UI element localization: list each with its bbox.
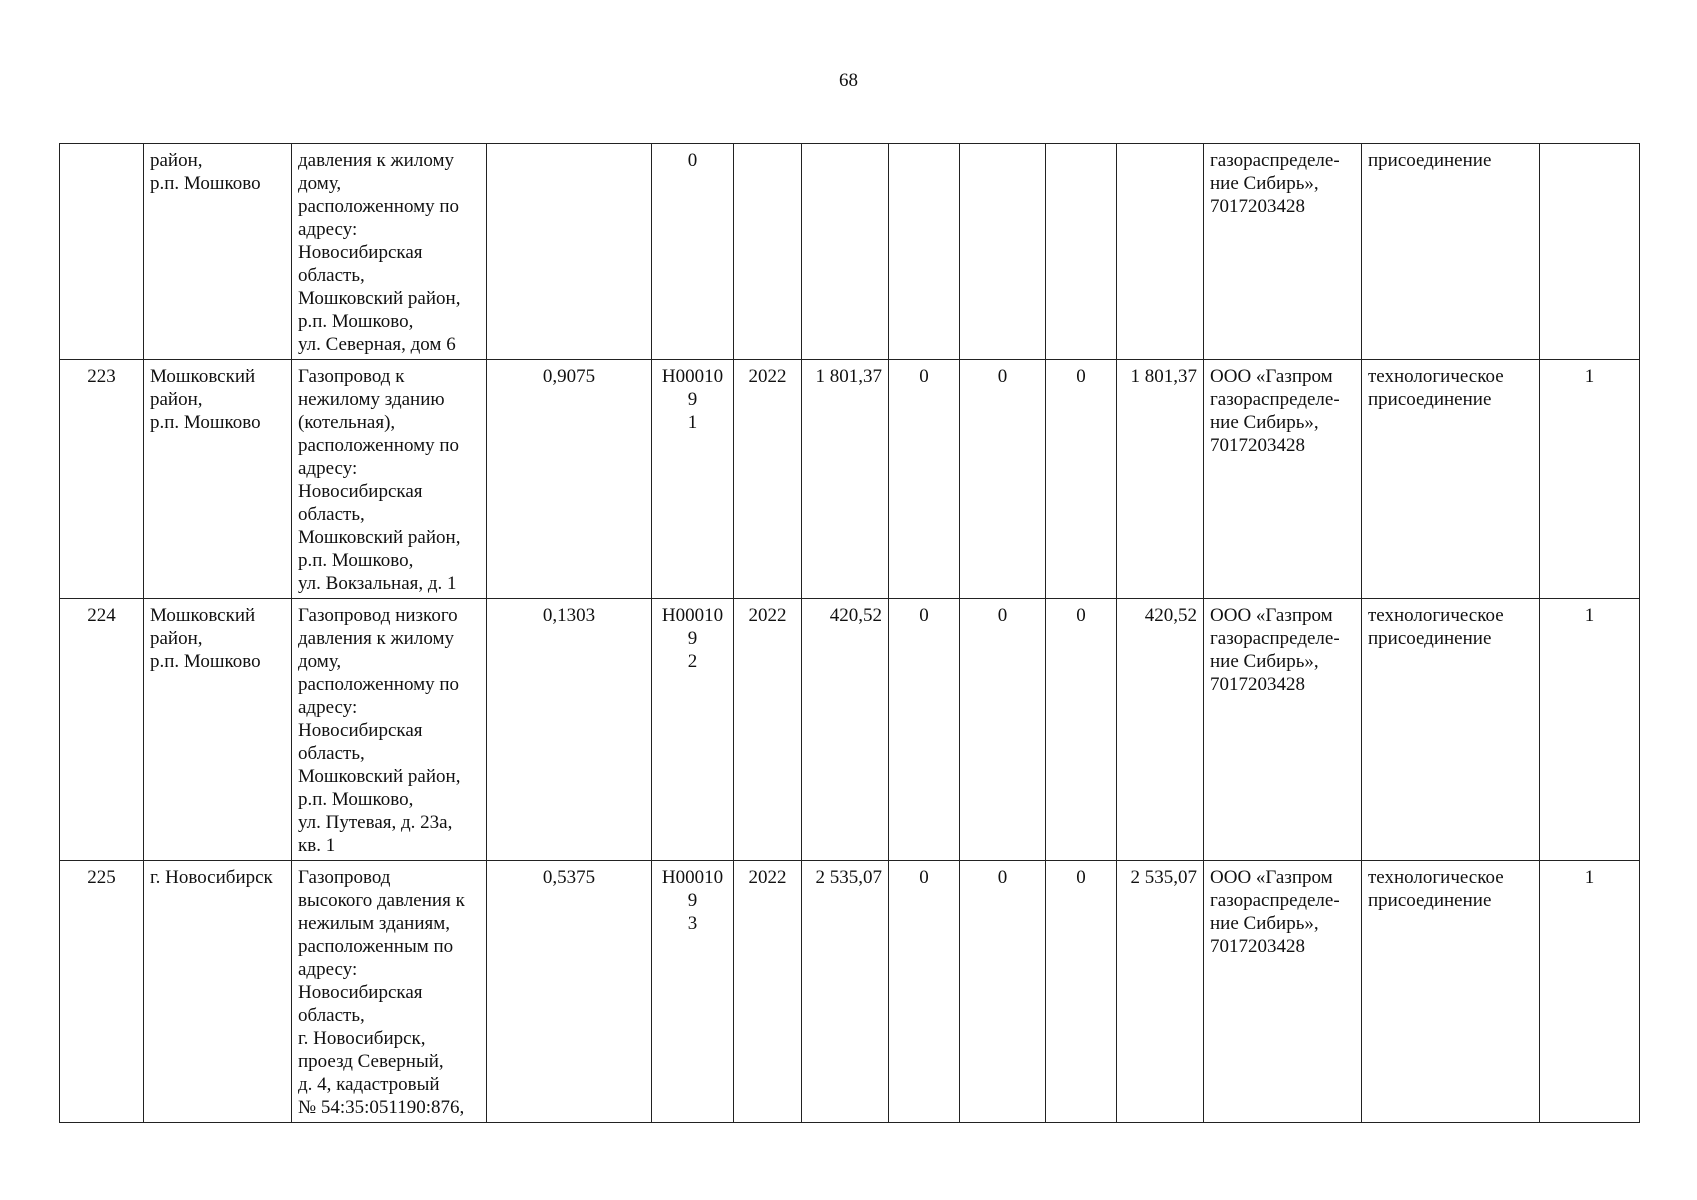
quantity-cell: 1	[1540, 861, 1640, 1123]
value-cell-2: 0	[960, 360, 1046, 599]
registry-table	[59, 143, 1640, 1123]
organization-cell: ООО «Газпром газораспределе- ние Сибирь», 7017203428	[1204, 599, 1362, 861]
location-cell: г. Новосибирск	[144, 861, 292, 1123]
value-cell-1: 0	[889, 360, 960, 599]
value-cell-2	[960, 144, 1046, 360]
basis-cell: присоединение	[1362, 144, 1540, 360]
cost-cell: 2 535,07	[802, 861, 889, 1123]
inventory-code-cell: Н000109 3	[652, 861, 734, 1123]
year-cell: 2022	[734, 360, 802, 599]
value-cell-1: 0	[889, 599, 960, 861]
table-row	[60, 144, 1640, 360]
cost-cell: 420,52	[802, 599, 889, 861]
cost-cell: 1 801,37	[802, 360, 889, 599]
basis-cell: технологическое присоединение	[1362, 861, 1540, 1123]
length-cell	[487, 144, 652, 360]
object-name-cell: давления к жилому дому, расположенному по адресу: Новосибирская область, Мошковский район, р.п. Мошково, ул. Северная, дом 6	[292, 144, 487, 360]
total-cell: 2 535,07	[1117, 861, 1204, 1123]
organization-cell: газораспределе- ние Сибирь», 7017203428	[1204, 144, 1362, 360]
cost-cell	[802, 144, 889, 360]
length-cell: 0,9075	[487, 360, 652, 599]
row-number	[60, 144, 144, 360]
table-row	[60, 360, 1640, 599]
length-cell: 0,1303	[487, 599, 652, 861]
page-number: 68	[839, 70, 858, 91]
total-cell	[1117, 144, 1204, 360]
object-name-cell: Газопровод к нежилому зданию (котельная), расположенному по адресу: Новосибирская область, Мошковский район, р.п. Мошково, ул. Вокзальная, д. 1	[292, 360, 487, 599]
value-cell-2: 0	[960, 861, 1046, 1123]
value-cell-1	[889, 144, 960, 360]
table-row	[60, 599, 1640, 861]
value-cell-3: 0	[1046, 599, 1117, 861]
location-cell: Мошковский район, р.п. Мошково	[144, 599, 292, 861]
row-number: 223	[60, 360, 144, 599]
value-cell-3: 0	[1046, 360, 1117, 599]
year-cell	[734, 144, 802, 360]
value-cell-3: 0	[1046, 861, 1117, 1123]
location-cell: Мошковский район, р.п. Мошково	[144, 360, 292, 599]
inventory-code-cell: 0	[652, 144, 734, 360]
organization-cell: ООО «Газпром газораспределе- ние Сибирь», 7017203428	[1204, 360, 1362, 599]
total-cell: 1 801,37	[1117, 360, 1204, 599]
year-cell: 2022	[734, 861, 802, 1123]
basis-cell: технологическое присоединение	[1362, 360, 1540, 599]
table-row	[60, 861, 1640, 1123]
total-cell: 420,52	[1117, 599, 1204, 861]
quantity-cell	[1540, 144, 1640, 360]
value-cell-3	[1046, 144, 1117, 360]
object-name-cell: Газопровод высокого давления к нежилым зданиям, расположенным по адресу: Новосибирская область, г. Новосибирск, проезд Северный, д. 4, кадастровый № 54:35:051190:876,	[292, 861, 487, 1123]
organization-cell: ООО «Газпром газораспределе- ние Сибирь», 7017203428	[1204, 861, 1362, 1123]
inventory-code-cell: Н000109 1	[652, 360, 734, 599]
row-number: 224	[60, 599, 144, 861]
row-number: 225	[60, 861, 144, 1123]
object-name-cell: Газопровод низкого давления к жилому дому, расположенному по адресу: Новосибирская область, Мошковский район, р.п. Мошково, ул. Путевая, д. 23а, кв. 1	[292, 599, 487, 861]
inventory-code-cell: Н000109 2	[652, 599, 734, 861]
location-cell: район, р.п. Мошково	[144, 144, 292, 360]
quantity-cell: 1	[1540, 599, 1640, 861]
year-cell: 2022	[734, 599, 802, 861]
quantity-cell: 1	[1540, 360, 1640, 599]
basis-cell: технологическое присоединение	[1362, 599, 1540, 861]
value-cell-1: 0	[889, 861, 960, 1123]
value-cell-2: 0	[960, 599, 1046, 861]
length-cell: 0,5375	[487, 861, 652, 1123]
